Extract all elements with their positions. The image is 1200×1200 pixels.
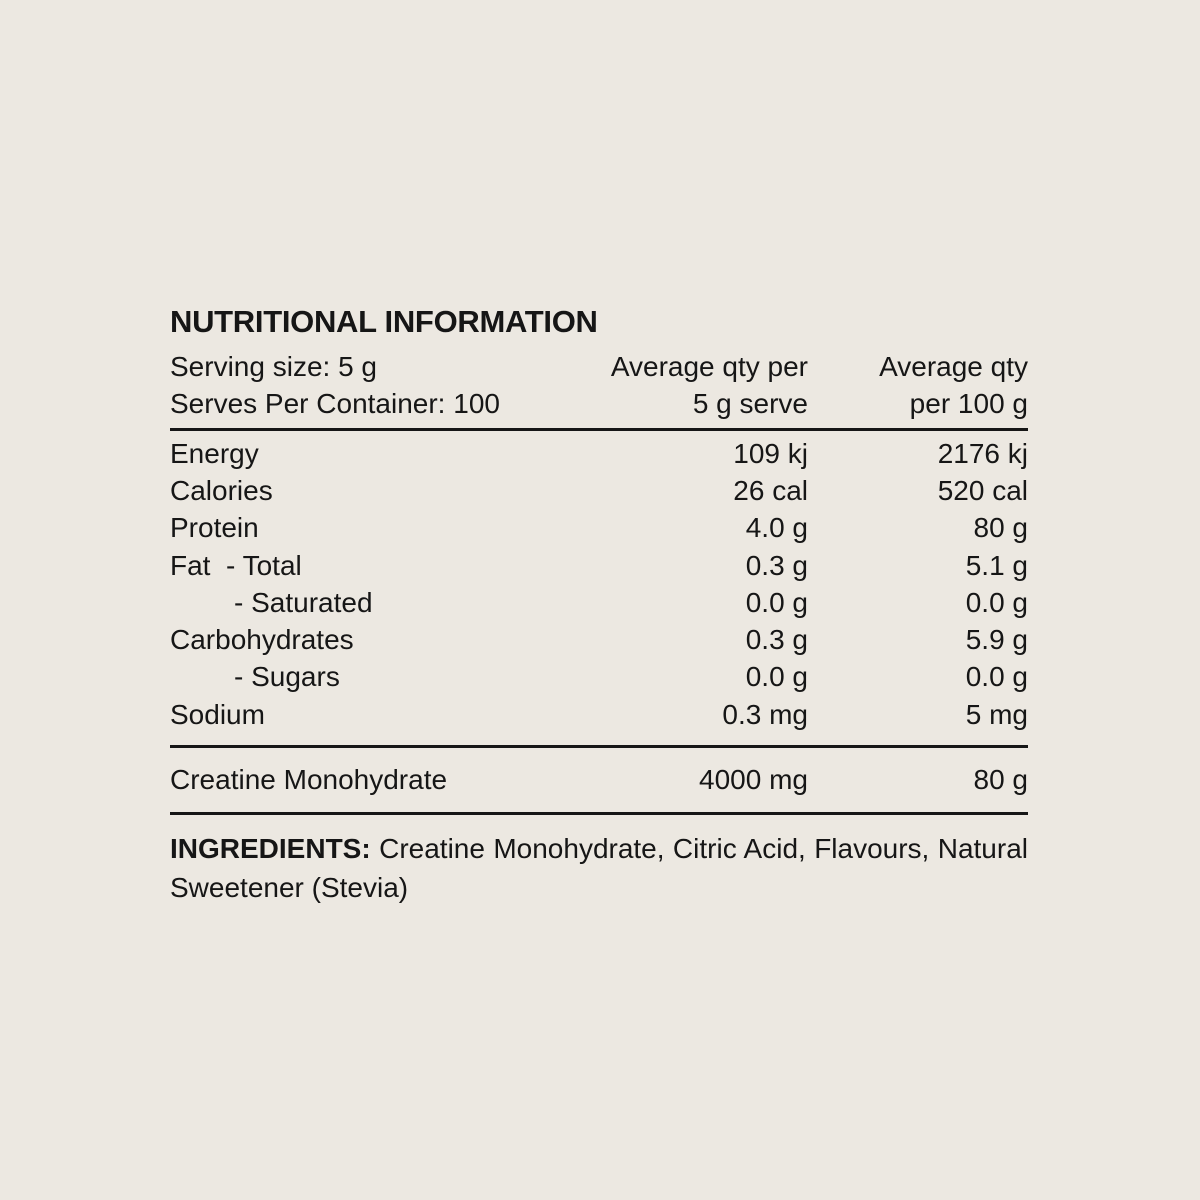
nutrient-per-100g-value: 0.0 g bbox=[965, 661, 1028, 693]
nutrient-per-serve-value: 4000 mg bbox=[699, 763, 808, 795]
column-header-per-serve bbox=[598, 348, 808, 422]
column-header-per-100g-line1: Average qty bbox=[879, 351, 1028, 382]
panel-title: NUTRITIONAL INFORMATION bbox=[170, 304, 598, 339]
table-row-carbohydrates bbox=[170, 621, 1028, 658]
table-header bbox=[170, 348, 1028, 431]
nutrient-per-serve-value: 109 kj bbox=[733, 437, 808, 469]
nutrient-label: - Saturated bbox=[234, 586, 373, 618]
table-row-calories bbox=[170, 472, 1028, 509]
nutrient-per-serve-value: 26 cal bbox=[733, 474, 808, 506]
nutrient-label: Fat - Total bbox=[170, 549, 302, 581]
table-row-protein bbox=[170, 510, 1028, 547]
table-row-sodium bbox=[170, 696, 1028, 733]
table-row-sugars bbox=[170, 659, 1028, 696]
nutrient-per-serve-value: 0.0 g bbox=[745, 586, 808, 618]
nutrient-table-body bbox=[170, 431, 1028, 748]
nutrient-per-100g-value: 80 g bbox=[973, 512, 1028, 544]
column-header-per-serve-line1: Average qty per bbox=[610, 351, 808, 382]
nutrient-label: Energy bbox=[170, 437, 259, 469]
nutrient-per-100g-value: 5.9 g bbox=[965, 624, 1028, 656]
nutrient-label: Protein bbox=[170, 512, 259, 544]
nutrient-per-serve-value: 0.0 g bbox=[745, 661, 808, 693]
nutrient-per-100g-value: 520 cal bbox=[937, 474, 1028, 506]
table-row-fat-total bbox=[170, 547, 1028, 584]
nutrient-per-100g-value: 0.0 g bbox=[965, 586, 1028, 618]
nutrient-per-100g-value: 80 g bbox=[973, 763, 1028, 795]
nutrient-label: Creatine Monohydrate bbox=[170, 763, 448, 795]
nutrient-per-serve-value: 4.0 g bbox=[745, 512, 808, 544]
table-row-fat-saturated bbox=[170, 584, 1028, 621]
nutrient-label: Calories bbox=[170, 474, 273, 506]
nutrient-per-100g-value: 5.1 g bbox=[965, 549, 1028, 581]
column-header-per-100g bbox=[808, 348, 1028, 422]
nutrient-label: - Sugars bbox=[234, 661, 340, 693]
nutrient-per-serve-value: 0.3 g bbox=[745, 549, 808, 581]
table-row-creatine-monohydrate bbox=[170, 761, 1028, 798]
nutrient-per-100g-value: 2176 kj bbox=[937, 437, 1028, 469]
nutrient-per-serve-value: 0.3 g bbox=[745, 624, 808, 656]
nutrient-per-100g-value: 5 mg bbox=[965, 698, 1028, 730]
nutrient-label: Sodium bbox=[170, 698, 265, 730]
serving-info bbox=[170, 348, 598, 422]
ingredients-heading: INGREDIENTS: bbox=[170, 833, 371, 865]
creatine-section bbox=[170, 748, 1028, 815]
table-row-energy bbox=[170, 435, 1028, 472]
ingredients-paragraph bbox=[170, 829, 1028, 907]
nutrient-per-serve-value: 0.3 mg bbox=[722, 698, 808, 730]
nutrition-panel bbox=[170, 303, 1028, 907]
nutrient-label: Carbohydrates bbox=[170, 624, 354, 656]
serving-size-text: Serving size: 5 g bbox=[170, 351, 377, 382]
ingredients-list: Creatine Monohydrate, Citric Acid, Flavours, Natural Sweetener (Stevia) bbox=[170, 833, 1028, 904]
serves-per-container-text: Serves Per Container: 100 bbox=[170, 388, 500, 419]
column-header-per-100g-line2: per 100 g bbox=[909, 388, 1028, 419]
column-header-per-serve-line2: 5 g serve bbox=[692, 388, 808, 419]
